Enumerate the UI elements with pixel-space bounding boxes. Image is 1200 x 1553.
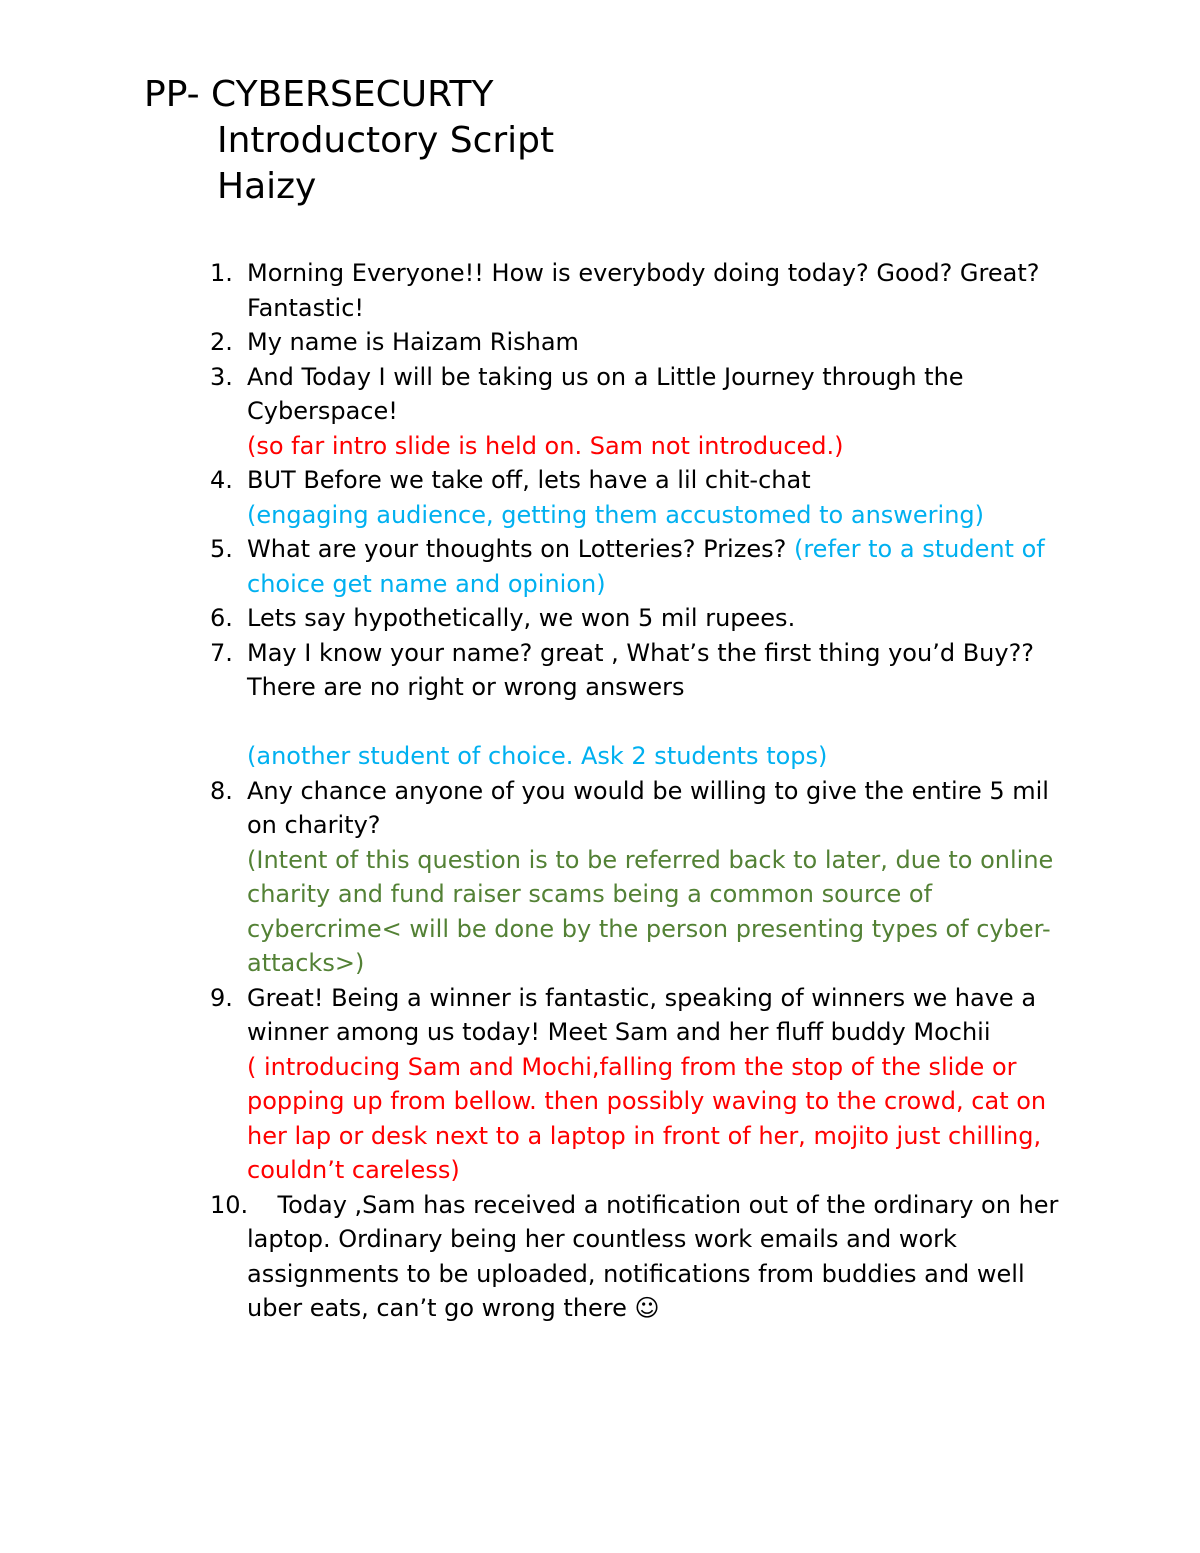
- list-item-text: Lets say hypothetically, we won 5 mil rupees.: [247, 604, 796, 632]
- list-item-number: 1.: [210, 259, 233, 287]
- list-item-text: My name is Haizam Risham: [247, 328, 579, 356]
- script-list: [204, 256, 1074, 1326]
- list-item-text-with-note: [247, 532, 1074, 601]
- list-item-number: 6.: [210, 604, 233, 632]
- list-item-text: Any chance anyone of you would be willing to give the entire 5 mil on charity?: [247, 776, 1049, 839]
- document-heading: [144, 72, 554, 210]
- presenter-note: (engaging audience, getting them accustomed to answering): [247, 500, 985, 529]
- list-item-number: 7.: [210, 638, 233, 667]
- list-item-number: 2.: [210, 328, 233, 356]
- list-item: [204, 774, 1074, 981]
- list-item: [204, 601, 1074, 636]
- presenter-note: (another student of choice. Ask 2 students tops): [247, 742, 828, 770]
- list-item-text: Today ,Sam has received a notification out of the ordinary on her laptop. Ordinary being her countless work emails and work assignments to be uploaded, notifications from buddies and well uber eats, can’t go wrong there ☺: [247, 1190, 1067, 1322]
- list-item-number: 5.: [210, 535, 233, 563]
- presenter-note: (so far intro slide is held on. Sam not introduced.): [247, 431, 844, 460]
- list-item-text: Great! Being a winner is fantastic, speaking of winners we have a winner among us today! Meet Sam and her fluff buddy Mochii: [247, 983, 1037, 1046]
- presenter-note: (Intent of this question is to be referred back to later, due to online charity and fund raiser scams being a common source of cybercrime< will be done by the person presenting types of cyber-attacks>): [247, 845, 1054, 977]
- list-item-text: BUT Before we take off, lets have a lil chit-chat: [247, 466, 811, 494]
- list-item: [204, 981, 1074, 1188]
- list-item-number: 4.: [210, 466, 233, 494]
- list-item-number: 3.: [210, 362, 233, 391]
- document-subtitle: Introductory Script: [217, 120, 555, 161]
- presenter-note: (refer to a student of choice get name and opinion): [247, 535, 1045, 598]
- list-item-text: What are your thoughts on Lotteries? Prizes?: [247, 535, 794, 563]
- list-item: [204, 532, 1074, 601]
- document-title: PP- CYBERSECURTY: [144, 74, 494, 115]
- presenter-note: ( introducing Sam and Mochi,falling from the stop of the slide or popping up from bellow. then possibly waving to the crowd, cat on her lap or desk next to a laptop in front of her, mojito just chilling, couldn’t careless): [247, 1052, 1047, 1184]
- list-item-text: And Today I will be taking us on a Little Journey through the Cyberspace!: [247, 362, 964, 425]
- list-item-text: May I know your name? great , What’s the first thing you’d Buy?? There are no right or wrong answers: [247, 638, 1035, 701]
- list-item-number: 8.: [210, 776, 233, 805]
- list-item: [204, 256, 1074, 325]
- list-item-number: 9.: [210, 983, 233, 1012]
- list-item-number: 10.: [210, 1190, 249, 1219]
- document-author: Haizy: [217, 166, 317, 207]
- list-item: [204, 360, 1074, 464]
- list-item: [204, 325, 1074, 360]
- list-item: [204, 636, 1074, 774]
- list-item: [204, 463, 1074, 532]
- blank-line: [247, 705, 1074, 740]
- list-item-text: Morning Everyone!! How is everybody doing today? Good? Great? Fantastic!: [247, 259, 1040, 322]
- list-item: [204, 1188, 1074, 1326]
